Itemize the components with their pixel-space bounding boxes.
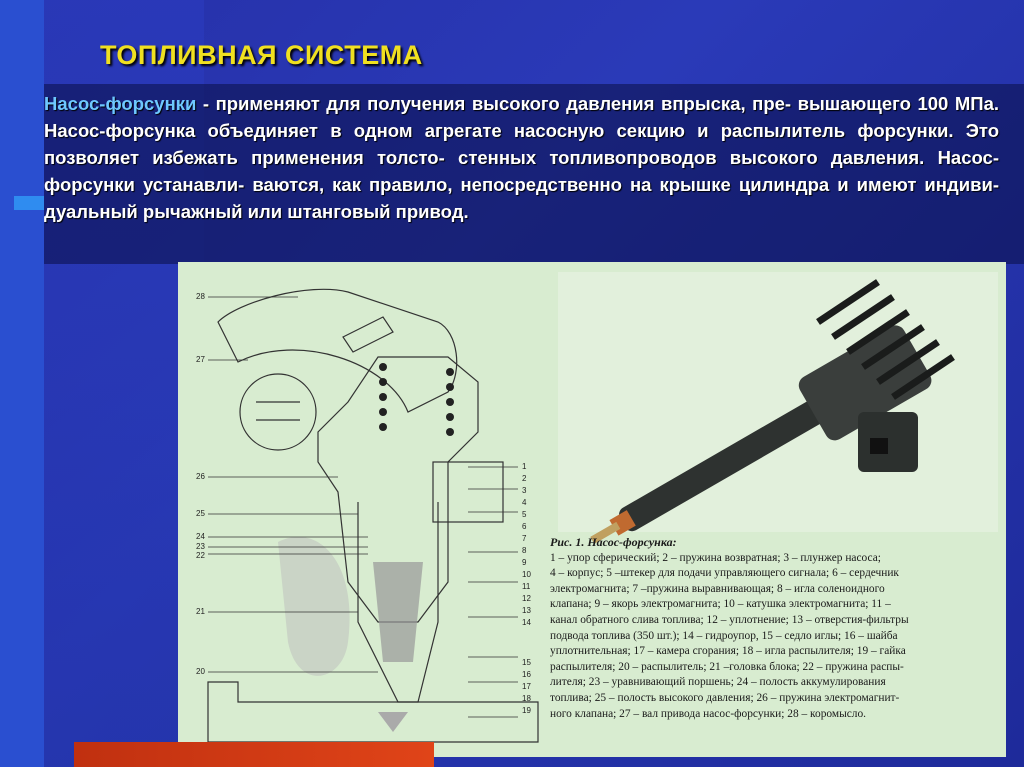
caption-line: канал обратного слива топлива; 12 – уплотнение; 13 – отверстия-фильтры [550, 613, 909, 626]
label-15: 15 [522, 658, 531, 667]
caption-line: подвода топлива (350 шт.); 14 – гидроупор, 15 – седло иглы; 16 – шайба [550, 629, 898, 642]
label-21: 21 [196, 607, 205, 616]
label-13: 13 [522, 606, 531, 615]
label-14: 14 [522, 618, 531, 627]
label-27: 27 [196, 355, 205, 364]
figure-caption [550, 535, 996, 722]
label-10: 10 [522, 570, 531, 579]
caption-title: Рис. 1. Насос-форсунка: [550, 535, 677, 549]
label-19: 19 [522, 706, 531, 715]
para-line: - применяют для получения высокого давления впрыска, пре- [196, 93, 792, 114]
accent-blue-bar [14, 196, 44, 210]
label-24: 24 [196, 532, 205, 541]
caption-line: клапана; 9 – якорь электромагнита; 10 – катушка электромагнита; 11 – [550, 598, 891, 611]
caption-line: лителя; 23 – уравнивающий поршень; 24 – полость аккумулирования [550, 676, 886, 689]
label-3: 3 [522, 486, 527, 495]
caption-line: ного клапана; 27 – вал привода насос-форсунки; 28 – коромысло. [550, 707, 867, 720]
spray-cone [378, 712, 408, 732]
label-25: 25 [196, 509, 205, 518]
label-16: 16 [522, 670, 531, 679]
caption-line: топлива; 25 – полость высокого давления; 26 – пружина электромагнит- [550, 691, 900, 704]
label-1: 1 [522, 462, 527, 471]
label-8: 8 [522, 546, 527, 555]
label-11: 11 [522, 582, 531, 591]
caption-line: электромагнита; 7 –пружина выравнивающая; 8 – игла соленоидного [550, 582, 885, 595]
label-7: 7 [522, 534, 527, 543]
para-line: вышающего 100 МПа. Насос-форсунка объединяет в одном агрегате насосную [44, 93, 999, 141]
caption-line: распылителя; 20 – распылитель; 21 –головка блока; 22 – пружина распы- [550, 660, 904, 673]
label-9: 9 [522, 558, 527, 567]
rocker-arm-shape [218, 289, 457, 412]
right-label-group [522, 462, 531, 715]
term-highlight: Насос-форсунки [44, 93, 197, 114]
label-26: 26 [196, 472, 205, 481]
description-paragraph [44, 90, 999, 225]
shaded-head-area [278, 537, 350, 676]
para-line: ваются, как правило, непосредственно на крышке цилиндра и имеют индиви- [252, 174, 999, 195]
label-5: 5 [522, 510, 527, 519]
left-label-group [196, 292, 205, 676]
label-22: 22 [196, 551, 205, 560]
caption-line: 1 – упор сферический; 2 – пружина возвратная; 3 – плунжер насоса; [550, 551, 881, 564]
injector-figure [178, 262, 1006, 757]
caption-line: уплотнительная; 17 – камера сгорания; 18 – игла распылителя; 19 – гайка [550, 645, 906, 658]
spring-coils [379, 363, 454, 436]
label-20: 20 [196, 667, 205, 676]
left-decor-stripe [0, 0, 44, 767]
cylinder-head [208, 682, 538, 742]
label-17: 17 [522, 682, 531, 691]
label-6: 6 [522, 522, 527, 531]
accent-red-bar [74, 742, 434, 767]
rocker-slot [343, 317, 393, 352]
fuel-cavity [373, 562, 423, 662]
label-2: 2 [522, 474, 527, 483]
para-line: дуальный рычажный или штанговый привод. [44, 201, 469, 222]
slide-title: ТОПЛИВНАЯ СИСТЕМА [100, 40, 423, 70]
label-18: 18 [522, 694, 531, 703]
shaft-lines [256, 402, 300, 420]
label-4: 4 [522, 498, 527, 507]
label-23: 23 [196, 542, 205, 551]
solenoid-housing [433, 462, 503, 522]
para-line: секцию и распылитель форсунки. Это позволяет избежать применения толсто- [44, 120, 999, 168]
caption-line: 4 – корпус; 5 –штекер для подачи управляющего сигнала; 6 – сердечник [550, 567, 899, 580]
drive-shaft-circle [240, 374, 316, 450]
label-28: 28 [196, 292, 205, 301]
leader-lines-right [468, 467, 518, 717]
injector-photo [558, 272, 998, 572]
para-line: стенных топливопроводов высокого давления. Насос-форсунки устанавли- [44, 147, 1000, 195]
label-12: 12 [522, 594, 531, 603]
